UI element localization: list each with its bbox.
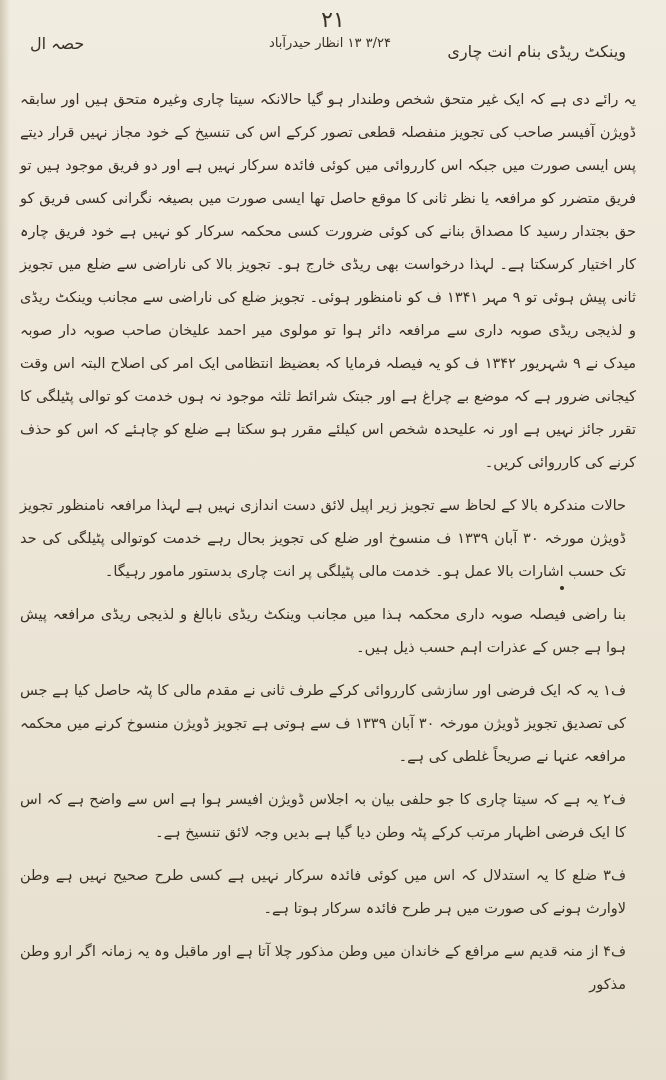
paragraph-7: ف۴ از منہ قدیم سے مرافع کے خاندان میں وطن مذکور چلا آتا ہے اور ماقبل وہ یہ زمانہ اگر ارو وطن مذکور [20,944,626,993]
paragraph-5: ف۲ یہ ہے کہ سیتا چاری کا جو حلفی بیان بہ اجلاس ڈویژن افیسر ہوا ہے اس سے واضح ہے کہ اس کا ایک فرضی اظہار مرتب کرکے پٹہ وطن دیا گیا ہے بدیں وجہ لائق تنسیخ ہے۔ [20,792,626,841]
header-citation: ۳/۲۴ ۱۳ انظار حیدرآباد [269,36,391,51]
case-title: وینکٹ ریڈی بنام انت چاری [447,42,626,61]
header-section: حصہ ال [30,34,85,53]
ink-dot [560,586,564,590]
paragraph-6: ف۳ ضلع کا یہ استدلال کہ اس میں کوئی فائدہ سرکار نہیں ہے کسی طرح صحیح نہیں ہے وطن لاوارث ہونے کی صورت میں ہر طرح فائدہ سرکار ہوتا ہے۔ [20,868,626,917]
paragraph-1: یہ رائے دی ہے کہ ایک غیر متحق شخص وطندار ہو گیا حالانکہ سیتا چاری وغیرہ متحق ہیں اور سابقہ ڈویژن آفیسر صاحب کی تجویز منفصلہ قطعی تصور کرکے اس کی تنسیخ کے خود مجاز نہیں قرار دیتے پس ایسی صورت میں جبکہ اس کارروائی میں کوئی فائدہ سرکار نہیں ہے اور دو فریق موجود ہیں تو فریق متضرر کو مرافعہ یا نظر ثانی کا موقع حاصل تھا ایسی صورت میں بصیغہ نگرانی کسی فریق کو حق بجتدار رسید کا مصداق بنانے کی کوئی ضرورت کسی محکمہ سرکار کو نہیں ہے خود فریق چارہ کار اختیار کرسکتا ہے۔ لہذا درخواست بھی ریڈی خارج ہو۔ تجویز بالا کی ناراضی سے ضلع میں تجویز ثانی پیش ہوئی تو ۹ مہر ۱۳۴۱ ف کو نامنظور ہوئی۔ تجویز ضلع کی ناراضی سے مجانب وینکٹ ریڈی و لذیجی ریڈی صوبہ داری سے مرافعہ دائر ہوا تو مولوی میر احمد علیخان صاحب صوبہ دار صوبہ میدک نے ۹ شہریور ۱۳۴۲ ف کو یہ فیصلہ فرمایا کہ بعضیظ انتظامی ایک امر کی اصلاح البتہ اس وقت کیجانی ضرور ہے کہ موضع بے چراغ ہے اور جبتک شرائط ثلثہ موجود نہ ہوں خدمت کو توالی پٹیلگی کا تقرر جائز نہیں ہے اور نہ علیحدہ شخص اس کیلئے مقرر ہو سکتا ہے ضلع کو چاہئے کہ اس کو حذف کرنے کی کارروائی کریں۔ [20,92,636,471]
page-number: ۲۱ [321,8,345,33]
paragraph-3: بنا راضی فیصلہ صوبہ داری محکمہ ہذا میں مجانب وینکٹ ریڈی نابالغ و لذیجی ریڈی مرافعہ پیش ہوا ہے جس کے عذرات اہم حسب ذیل ہیں۔ [20,607,626,656]
paragraph-2: حالات مندکرہ بالا کے لحاظ سے تجویز زیر اپیل لائق دست اندازی نہیں ہے لہذا مرافعہ نامنظور تجویز ڈویژن مورخہ ۳۰ آبان ۱۳۳۹ ف منسوخ اور ضلع کی تجویز بحال رہے خدمت کوتوالی پٹیلگی کی حد تک حسب اشارات بالا عمل ہو۔ خدمت مالی پٹیلگی پر انت چاری بدستور مامور رہیگا۔ [20,498,626,580]
paragraph-4: ف۱ یہ کہ ایک فرضی اور سازشی کارروائی کرکے طرف ثانی نے مقدم مالی کا پٹہ حاصل کیا ہے جس کی تصدیق تجویز ڈویژن مورخہ ۳۰ آبان ۱۳۳۹ ف سے ہوتی ہے تجویز ڈویژن منسوخ کرنے میں محکمہ مرافعہ عنہا نے صریحاً غلطی کی ہے۔ [20,683,626,765]
document-body [20,84,636,1072]
